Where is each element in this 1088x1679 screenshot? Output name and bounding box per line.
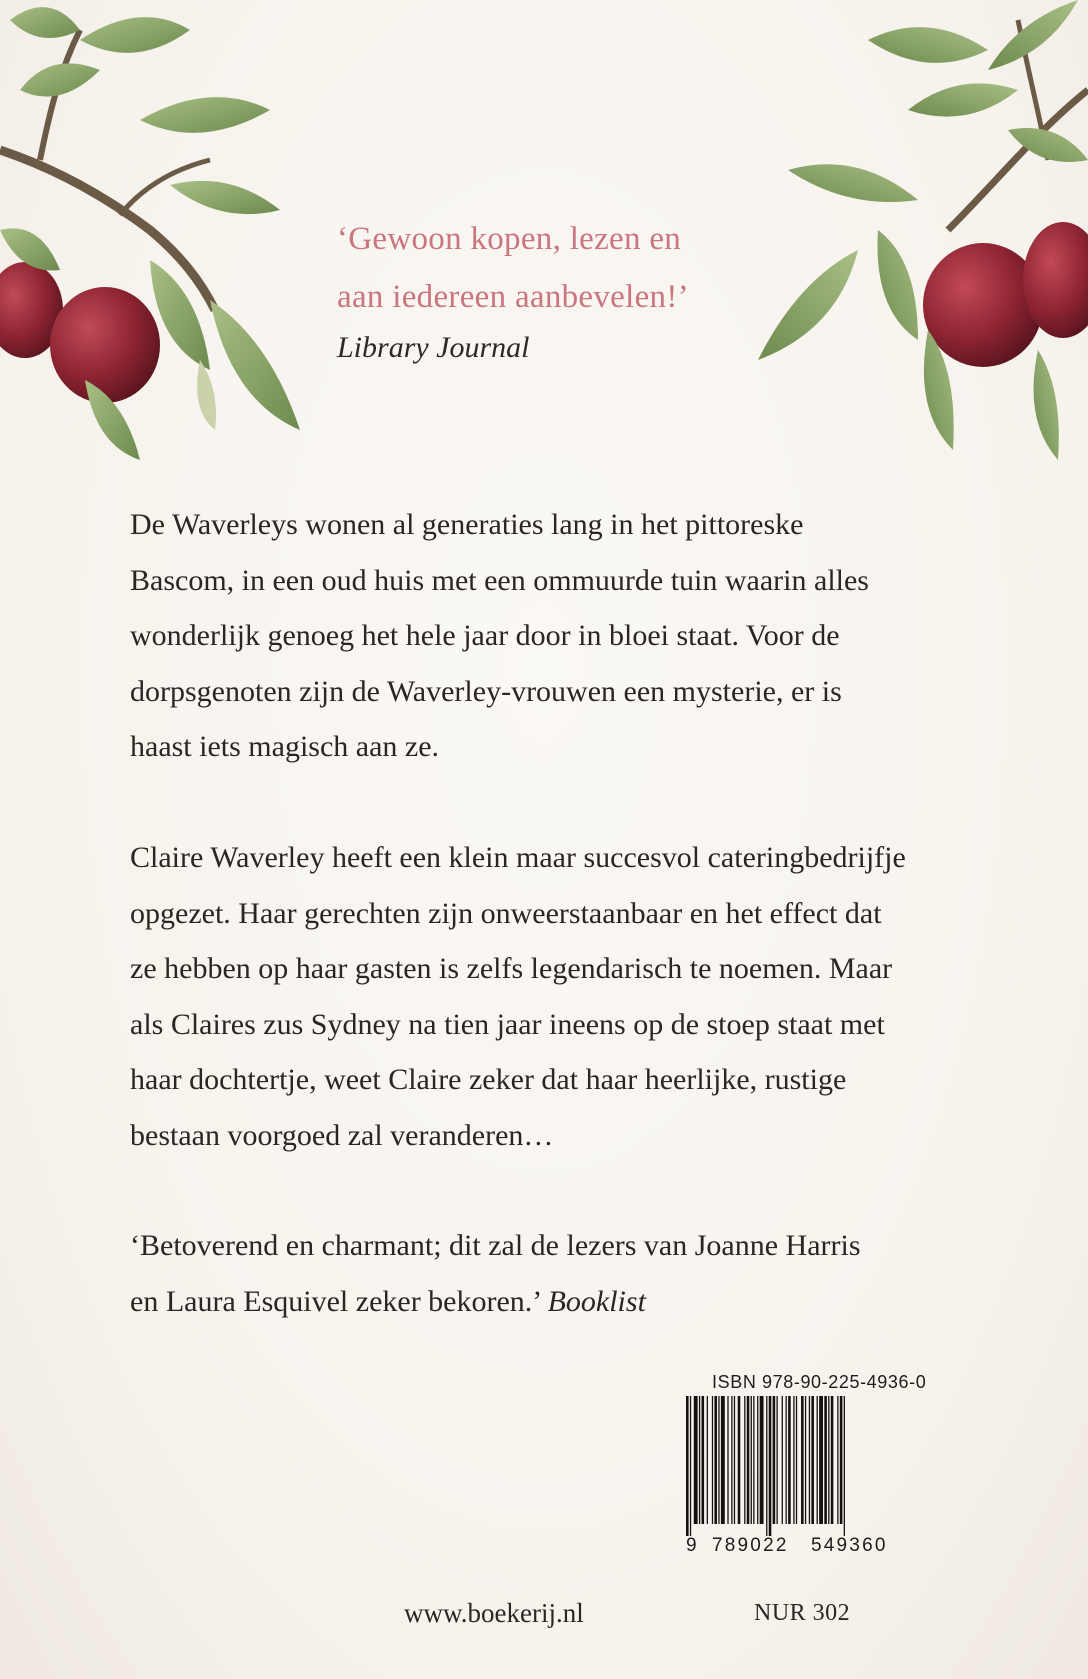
barcode-bar — [699, 1396, 700, 1524]
apple-branch-right-icon — [748, 0, 1088, 480]
barcode-bar — [751, 1396, 752, 1524]
apple-branch-left-icon — [0, 0, 340, 500]
barcode-bar — [817, 1396, 818, 1524]
barcode-bar — [769, 1396, 772, 1536]
barcode-bar — [686, 1396, 689, 1536]
barcode-bar — [837, 1396, 838, 1524]
barcode-bar — [844, 1396, 845, 1536]
barcode-bar — [809, 1396, 810, 1524]
barcode-bar — [793, 1396, 794, 1524]
barcode-bar — [694, 1396, 698, 1524]
barcode-bar — [734, 1396, 735, 1524]
barcode-digits-left: 789022 — [712, 1535, 789, 1556]
barcode-bar — [782, 1396, 783, 1524]
review-blurb — [337, 210, 777, 370]
barcode-bar — [811, 1396, 814, 1524]
description-paragraph-1: De Waverleys wonen al generaties lang in het pittoreske Bascom, in een oud huis met een ommuurde tuin waarin alles wonderlijk genoeg het hele jaar door in bloei staat. Voor de dorpsgenoten zijn de Waverley-vrouwen een mysterie, er is haast iets magisch aan ze. — [130, 508, 869, 763]
booklist-source: Booklist — [547, 1284, 646, 1318]
review-source: Library Journal — [337, 331, 530, 364]
barcode-bar — [702, 1396, 705, 1524]
barcode-bar — [707, 1396, 708, 1524]
barcode-bar — [760, 1396, 764, 1524]
publisher-website: www.boekerij.nl — [404, 1598, 584, 1628]
review-quote-line-1: ‘Gewoon kopen, lezen en — [337, 221, 682, 257]
booklist-review — [130, 1218, 1030, 1329]
barcode-bar — [712, 1396, 713, 1524]
barcode-bar — [776, 1396, 777, 1524]
barcode-bar — [744, 1396, 745, 1524]
barcode-bar — [805, 1396, 806, 1524]
booklist-quote: ‘Betoverend en charmant; dit zal de lezers van Joanne Harris en Laura Esquivel zeker bekoren.’ — [130, 1229, 861, 1318]
barcode-bar — [690, 1396, 691, 1536]
barcode-icon — [686, 1396, 916, 1536]
nur-code: NUR 302 — [754, 1600, 851, 1626]
barcode-bar — [753, 1396, 754, 1524]
barcode-bar — [828, 1396, 829, 1524]
isbn-number: ISBN 978-90-225-4936-0 — [712, 1372, 927, 1392]
description-paragraph-2: Claire Waverley heeft een klein maar succesvol cateringbedrijfje opgezet. Haar gerechten zijn onweerstaanbaar en het effect dat ze hebben op haar gasten is zelfs legendarisch te noemen. Maar als Claires zus Sydney na tien jaar ineens op de stoep staat met haar dochtertje, weet Claire zeker dat haar heerlijke, rustige bestaan voorgoed zal veranderen… — [130, 841, 906, 1152]
barcode-bar — [747, 1396, 750, 1524]
barcode-digit-first: 9 — [686, 1535, 699, 1556]
barcode-bar — [718, 1396, 719, 1524]
barcode-bar — [757, 1396, 758, 1524]
barcode-digits-right: 549360 — [811, 1535, 888, 1556]
barcode-bar — [773, 1396, 776, 1524]
barcode-bar — [786, 1396, 787, 1524]
barcode-bar — [788, 1396, 791, 1524]
review-quote-line-2: aan iedereen aanbevelen!’ — [337, 279, 689, 315]
barcode-bar — [721, 1396, 725, 1524]
barcode-bar — [738, 1396, 741, 1524]
barcode-bar — [824, 1396, 827, 1524]
barcode-bar — [714, 1396, 717, 1524]
barcode-bar — [796, 1396, 797, 1524]
barcode-bar — [840, 1396, 843, 1524]
barcode-bar — [819, 1396, 823, 1524]
barcode-bar — [831, 1396, 834, 1524]
barcode-bar — [731, 1396, 732, 1524]
barcode-bar — [766, 1396, 767, 1536]
barcode-bar — [801, 1396, 804, 1524]
barcode-bar — [727, 1396, 728, 1524]
